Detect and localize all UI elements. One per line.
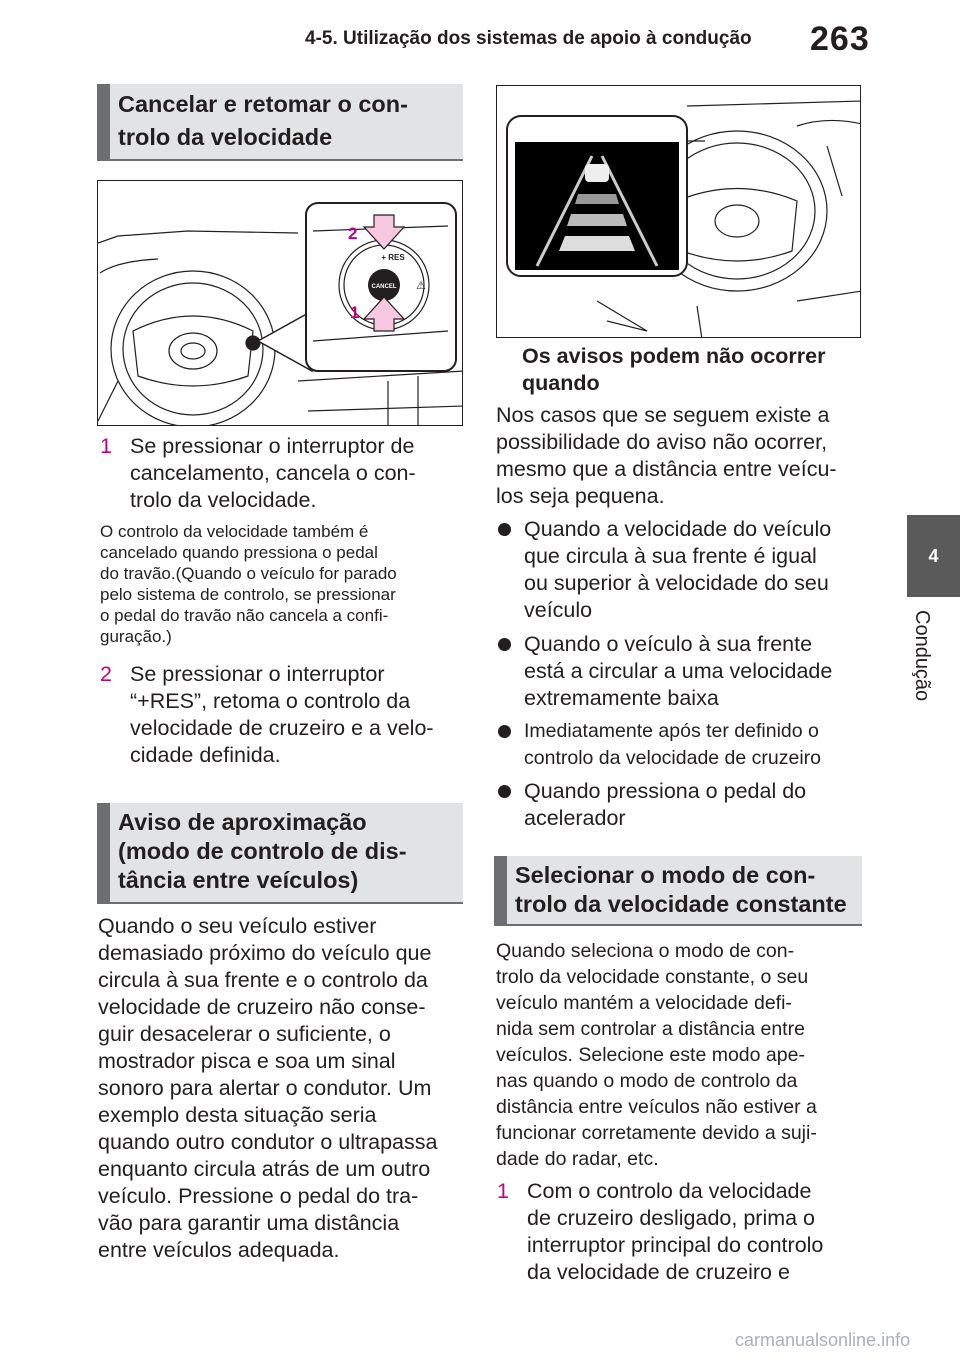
section-heading-constant-speed: Selecionar o modo de con- trolo da velocidade constante — [494, 856, 862, 926]
chapter-tab: 4 — [907, 515, 960, 597]
steering-wheel-illustration — [98, 181, 463, 426]
step-2-resume: 2 Se pressionar o interruptor “+RES”, retoma o controlo da velocidade de cruzeiro e a velo- cidade definida. — [100, 662, 434, 767]
running-header: 4-5. Utilização dos sistemas de apoio à condução — [305, 28, 752, 49]
bullet-item: Quando a velocidade do veículo que circula à sua frente é igual ou superior à velocidade do seu veículo — [496, 516, 866, 624]
res-switch-label: + RES — [381, 253, 405, 262]
page-number: 263 — [810, 20, 870, 58]
step-1-constant-speed: 1 Com o controlo da velocidade de cruzeiro desligado, prima o interruptor principal do controlo da velocidade de cruzeiro e — [497, 1179, 824, 1284]
figure-approach-display — [496, 85, 861, 338]
distance-icon: ⚠ — [416, 280, 426, 292]
cancel-button-label: CANCEL — [371, 284, 397, 290]
bullet-item: Quando pressiona o pedal do acelerador — [496, 778, 866, 832]
bullet-item: Imediatamente após ter definido o controlo da velocidade de cruzeiro — [496, 718, 866, 772]
section-heading-cancel-resume: Cancelar e retomar o con- trolo da velocidade — [97, 84, 463, 161]
note-brake: O controlo da velocidade também é cancelado quando pressiona o pedal do travão.(Quando o veículo for parado pelo sistema de controlo, se pressionar o pedal do travão não cancela a confi- guração.) — [100, 522, 397, 646]
paragraph-constant-speed: Quando seleciona o modo de con- trolo da velocidade constante, o seu veículo mantém a velocidade defi- nida sem controlar a distância entre veículos. Selecione este modo ape- nas quando o modo de controlo da distância entre veículos não estiver a funcionar corretamente devido a suji- dade do radar, etc. — [496, 940, 817, 1170]
bullet-item: Quando o veículo à sua frente está a circular a uma velocidade extremamente baixa — [496, 631, 866, 712]
watermark: carmanualsonline.info — [735, 1330, 911, 1350]
paragraph-warnings-intro: Nos casos que se seguem existe a possibilidade do aviso não ocorrer, mesmo que a distância entre veícu- los seja pequena. — [496, 403, 837, 508]
dashboard-illustration — [497, 86, 861, 338]
step-1-cancel: 1 Se pressionar o interruptor de cancelamento, cancela o con- trolo da velocidade. — [100, 434, 416, 512]
callout-1: 1 — [350, 303, 360, 322]
section-heading-approach-warning: Aviso de aproximação (modo de controlo de dis- tância entre veículos) — [97, 803, 463, 904]
subheading-warnings: Os avisos podem não ocorrer quando — [522, 344, 826, 395]
chapter-label: Condução — [911, 610, 933, 702]
figure-steering-switch — [97, 180, 463, 426]
callout-2: 2 — [348, 224, 358, 243]
paragraph-approach-warning: Quando o seu veículo estiver demasiado próximo do veículo que circula à sua frente e o controlo da velocidade de cruzeiro não conse- guir desacelerar o suficiente, o mostrador pisca e soa um sinal sonoro para alertar o condutor. Um exemplo desta situação seria quando outro condutor o ultrapassa enquanto circula atrás de um outro veículo. Pressione o pedal do tra- vão para garantir uma distância entre veículos adequada. — [98, 914, 438, 1262]
